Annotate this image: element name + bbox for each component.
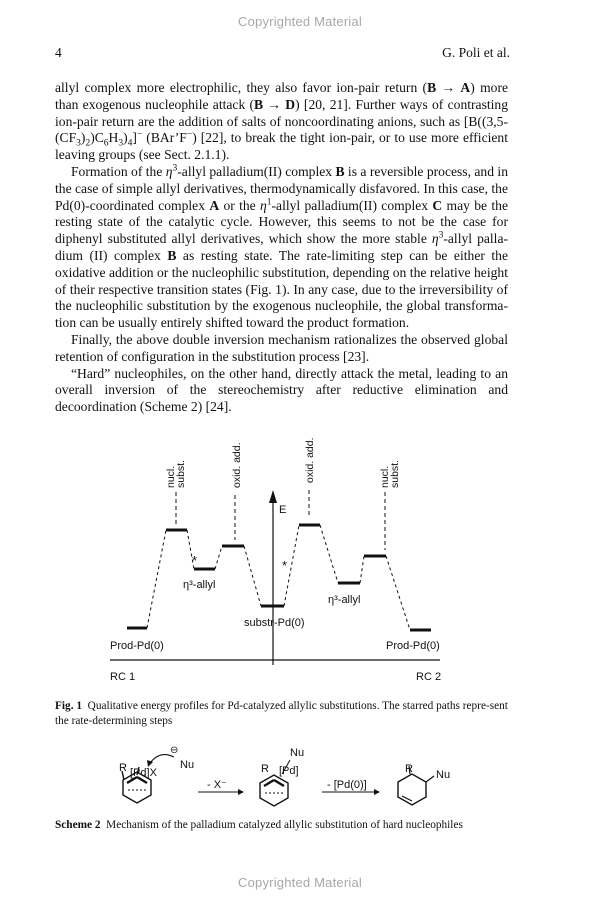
- star-left: *: [192, 553, 198, 568]
- molecule-3: [398, 766, 434, 805]
- scheme-nu3: Nu: [436, 769, 451, 781]
- scheme-r1: R: [119, 762, 127, 774]
- label-eta3-left: η³-allyl: [183, 579, 216, 591]
- page-number: 4: [55, 45, 62, 60]
- energy-axis-label: E: [279, 504, 287, 516]
- label-prod-right: Prod-Pd(0): [386, 640, 440, 652]
- scheme-pdx: [Pd]X: [130, 767, 157, 779]
- scheme-nu2: Nu: [290, 747, 305, 759]
- scheme-pd: [Pd]: [279, 765, 299, 777]
- label-rc2: RC 2: [416, 671, 442, 683]
- paragraph-4: “Hard” nucleophiles, on the other hand, directly attack the metal, leading to an overall inversion of the stereochemistry after reductive elimination and decoordination (Scheme 2) [24].: [55, 365, 508, 415]
- figure1-caption-label: Fig. 1: [55, 700, 82, 712]
- label-oxid-right: oxid. add.: [304, 437, 316, 483]
- scheme2-caption: [55, 818, 510, 833]
- scheme-step2: - [Pd(0)]: [327, 779, 367, 791]
- label-nucl-right-2: subst.: [389, 459, 401, 488]
- running-head-authors: G. Poli et al.: [442, 45, 510, 60]
- scheme2-caption-label: Scheme 2: [55, 819, 101, 831]
- label-prod-left: Prod-Pd(0): [110, 640, 164, 652]
- label-nucl-right-1: nucl.: [379, 465, 391, 488]
- label-nucl-left-2: subst.: [175, 459, 187, 488]
- star-right: *: [282, 558, 288, 573]
- watermark-top: Copyrighted Material: [238, 14, 362, 29]
- paragraph-3: Finally, the above double inversion mechanism rationalizes the observed global retention of configuration in the substitution process [23].: [55, 331, 508, 364]
- scheme-r2: R: [261, 763, 269, 775]
- label-oxid-left: oxid. add.: [231, 442, 243, 488]
- paragraph-1: allyl complex more electrophilic, they also favor ion-pair return (B → A) more than exogenous nucleophile attack (B → D) [20, 21]. Further ways of contrasting ion-pair return are the addition of salts of noncoordinating anions, such as $[B((3,5-(CF_3)_2)C_6H_3)_4]^-$ (BAr’F−) [22], to break the tight ion-pair, or to use more efficient leaving groups (see Sect. 2.1.1).: [55, 80, 509, 163]
- scheme-r3: R: [405, 763, 413, 775]
- figure1-caption-text: Qualitative energy profiles for Pd-catalyzed allylic substitutions. The starred paths repre-sent the rate-determining steps: [55, 700, 508, 727]
- scheme-step1: - X⁻: [207, 779, 227, 791]
- label-substr: substr-Pd(0): [244, 617, 305, 629]
- watermark-bottom: Copyrighted Material: [238, 875, 362, 890]
- paragraph-2: Formation of the $\eta^3$-allyl palladium(II) complex B is a reversible process, and in the case of simple allyl derivatives, thermodynamically disfavored. In this case, the Pd(0)-coordinated complex A or the $\eta^1$-allyl palladium(II) complex C may be the resting state of the catalytic cycle. However, this seems to not be the case for diphenyl substituted allyl derivatives, which show the more stable $\eta^3$-allyl palla-dium (II) complex B as resting state. The rate-limiting step can be either the oxidative addition or the nucleophilic substitution, depending on the relative height of their respective transition states (Fig. 1). In any case, due to the irreversibility of the nucleophilic substitution by the exogenous nucleophile, the global transforma-tion can be usually entirely shifted toward the product formation.: [55, 163, 509, 331]
- scheme-nu1: Nu: [180, 759, 195, 771]
- ring-2: [260, 775, 288, 806]
- label-eta3-right: η³-allyl: [328, 594, 361, 606]
- scheme2-caption-text: Mechanism of the palladium catalyzed allylic substitution of hard nucleophiles: [106, 819, 463, 831]
- label-rc1: RC 1: [110, 671, 136, 683]
- label-nucl-left-1: nucl.: [165, 465, 177, 488]
- scheme-charge: ⊖: [170, 745, 179, 756]
